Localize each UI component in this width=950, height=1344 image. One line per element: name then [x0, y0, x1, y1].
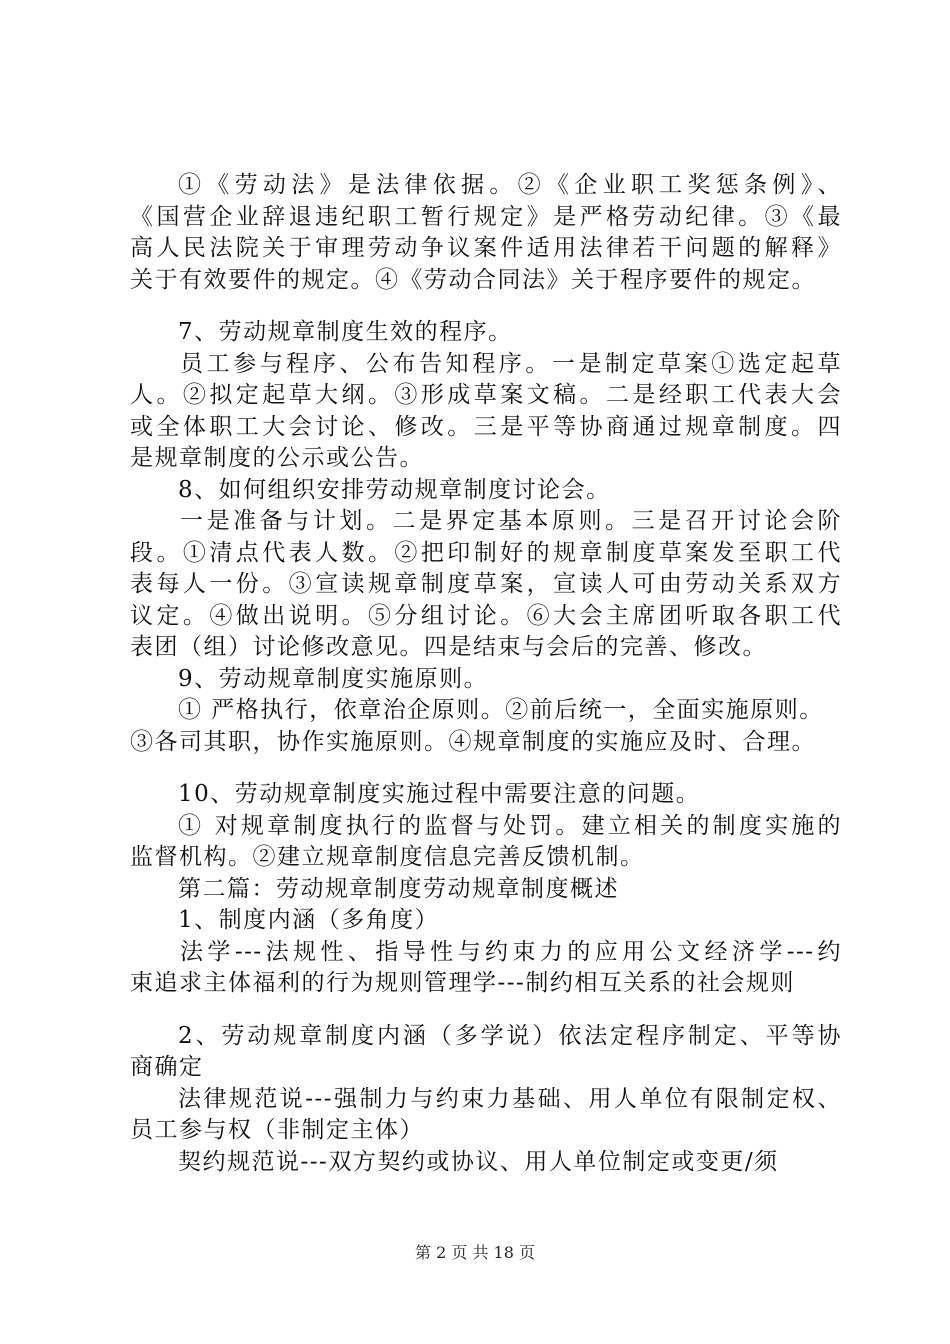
text-line: 高人民法院关于审理劳动争议案件适用法律若干问题的解释》	[130, 235, 842, 261]
text-line: 员工参与权（非制定主体）	[130, 1117, 424, 1143]
text-line: 段。①清点代表人数。②把印制好的规章制度草案发至职工代	[130, 539, 842, 566]
text-line: 是规章制度的公示或公告。	[130, 445, 424, 471]
text-line: 员工参与程序、公布告知程序。一是制定草案①选定起草	[180, 350, 842, 377]
page-number-footer: 第 2 页 共 18 页	[415, 1243, 535, 1262]
paragraph-gap	[130, 296, 842, 317]
paragraph-gap	[130, 1000, 842, 1021]
text-line: 《国营企业辞退违纪职工暂行规定》是严格劳动纪律。③《最	[130, 203, 842, 230]
section-heading: 1、制度内涵（多角度）	[178, 907, 440, 933]
section-heading: 9、劳动规章制度实施原则。	[178, 665, 489, 692]
text-line: 契约规范说---双方契约或协议、用人单位制定或变更/须	[178, 1148, 779, 1175]
text-line: 关于有效要件的规定。④《劳动合同法》关于程序要件的规定。	[130, 266, 816, 293]
text-line: 束追求主体福利的行为规则管理学---制约相互关系的社会规则	[130, 970, 795, 996]
section-heading: 8、如何组织安排劳动规章制度讨论会。	[178, 476, 611, 503]
text-line: 商确定	[130, 1054, 204, 1080]
text-line: 法律规范说---强制力与约束力基础、用人单位有限制定权、	[178, 1085, 842, 1112]
document-body	[130, 170, 842, 1178]
section-heading: 7、劳动规章制度生效的程序。	[178, 319, 513, 345]
text-line: 监督机构。②建立规章制度信息完善反馈机制。	[130, 844, 645, 870]
text-line: 议定。④做出说明。⑤分组讨论。⑥大会主席团听取各职工代	[130, 602, 842, 629]
section-heading: 10、劳动规章制度实施过程中需要注意的问题。	[178, 781, 701, 807]
text-line: 或全体职工大会讨论、修改。三是平等协商通过规章制度。四	[130, 413, 842, 440]
part-title: 第二篇：劳动规章制度劳动规章制度概述	[178, 875, 619, 902]
text-line: ①《劳动法》是法律依据。②《企业职工奖惩条例》、	[178, 172, 842, 198]
text-line: 表团（组）讨论修改意见。四是结束与会后的完善、修改。	[130, 634, 767, 660]
paragraph-gap	[130, 758, 842, 779]
text-line: 一是准备与计划。二是界定基本原则。三是召开讨论会阶	[180, 508, 842, 534]
text-line: ③各司其职，协作实施原则。④规章制度的实施应及时、合理。	[130, 728, 816, 755]
text-line: ① 对规章制度执行的监督与处罚。建立相关的制度实施的	[178, 812, 842, 839]
section-heading: 2、劳动规章制度内涵（多学说）依法定程序制定、平等协	[178, 1022, 842, 1049]
text-line: 法学---法规性、指导性与约束力的应用公文经济学---约	[180, 938, 842, 965]
text-line: 人。②拟定起草大纲。③形成草案文稿。二是经职工代表大会	[130, 382, 842, 408]
text-line: ① 严格执行，依章治企原则。②前后统一，全面实施原则。	[178, 697, 824, 723]
text-line: 表每人一份。③宣读规章制度草案，宣读人可由劳动关系双方	[130, 571, 842, 597]
